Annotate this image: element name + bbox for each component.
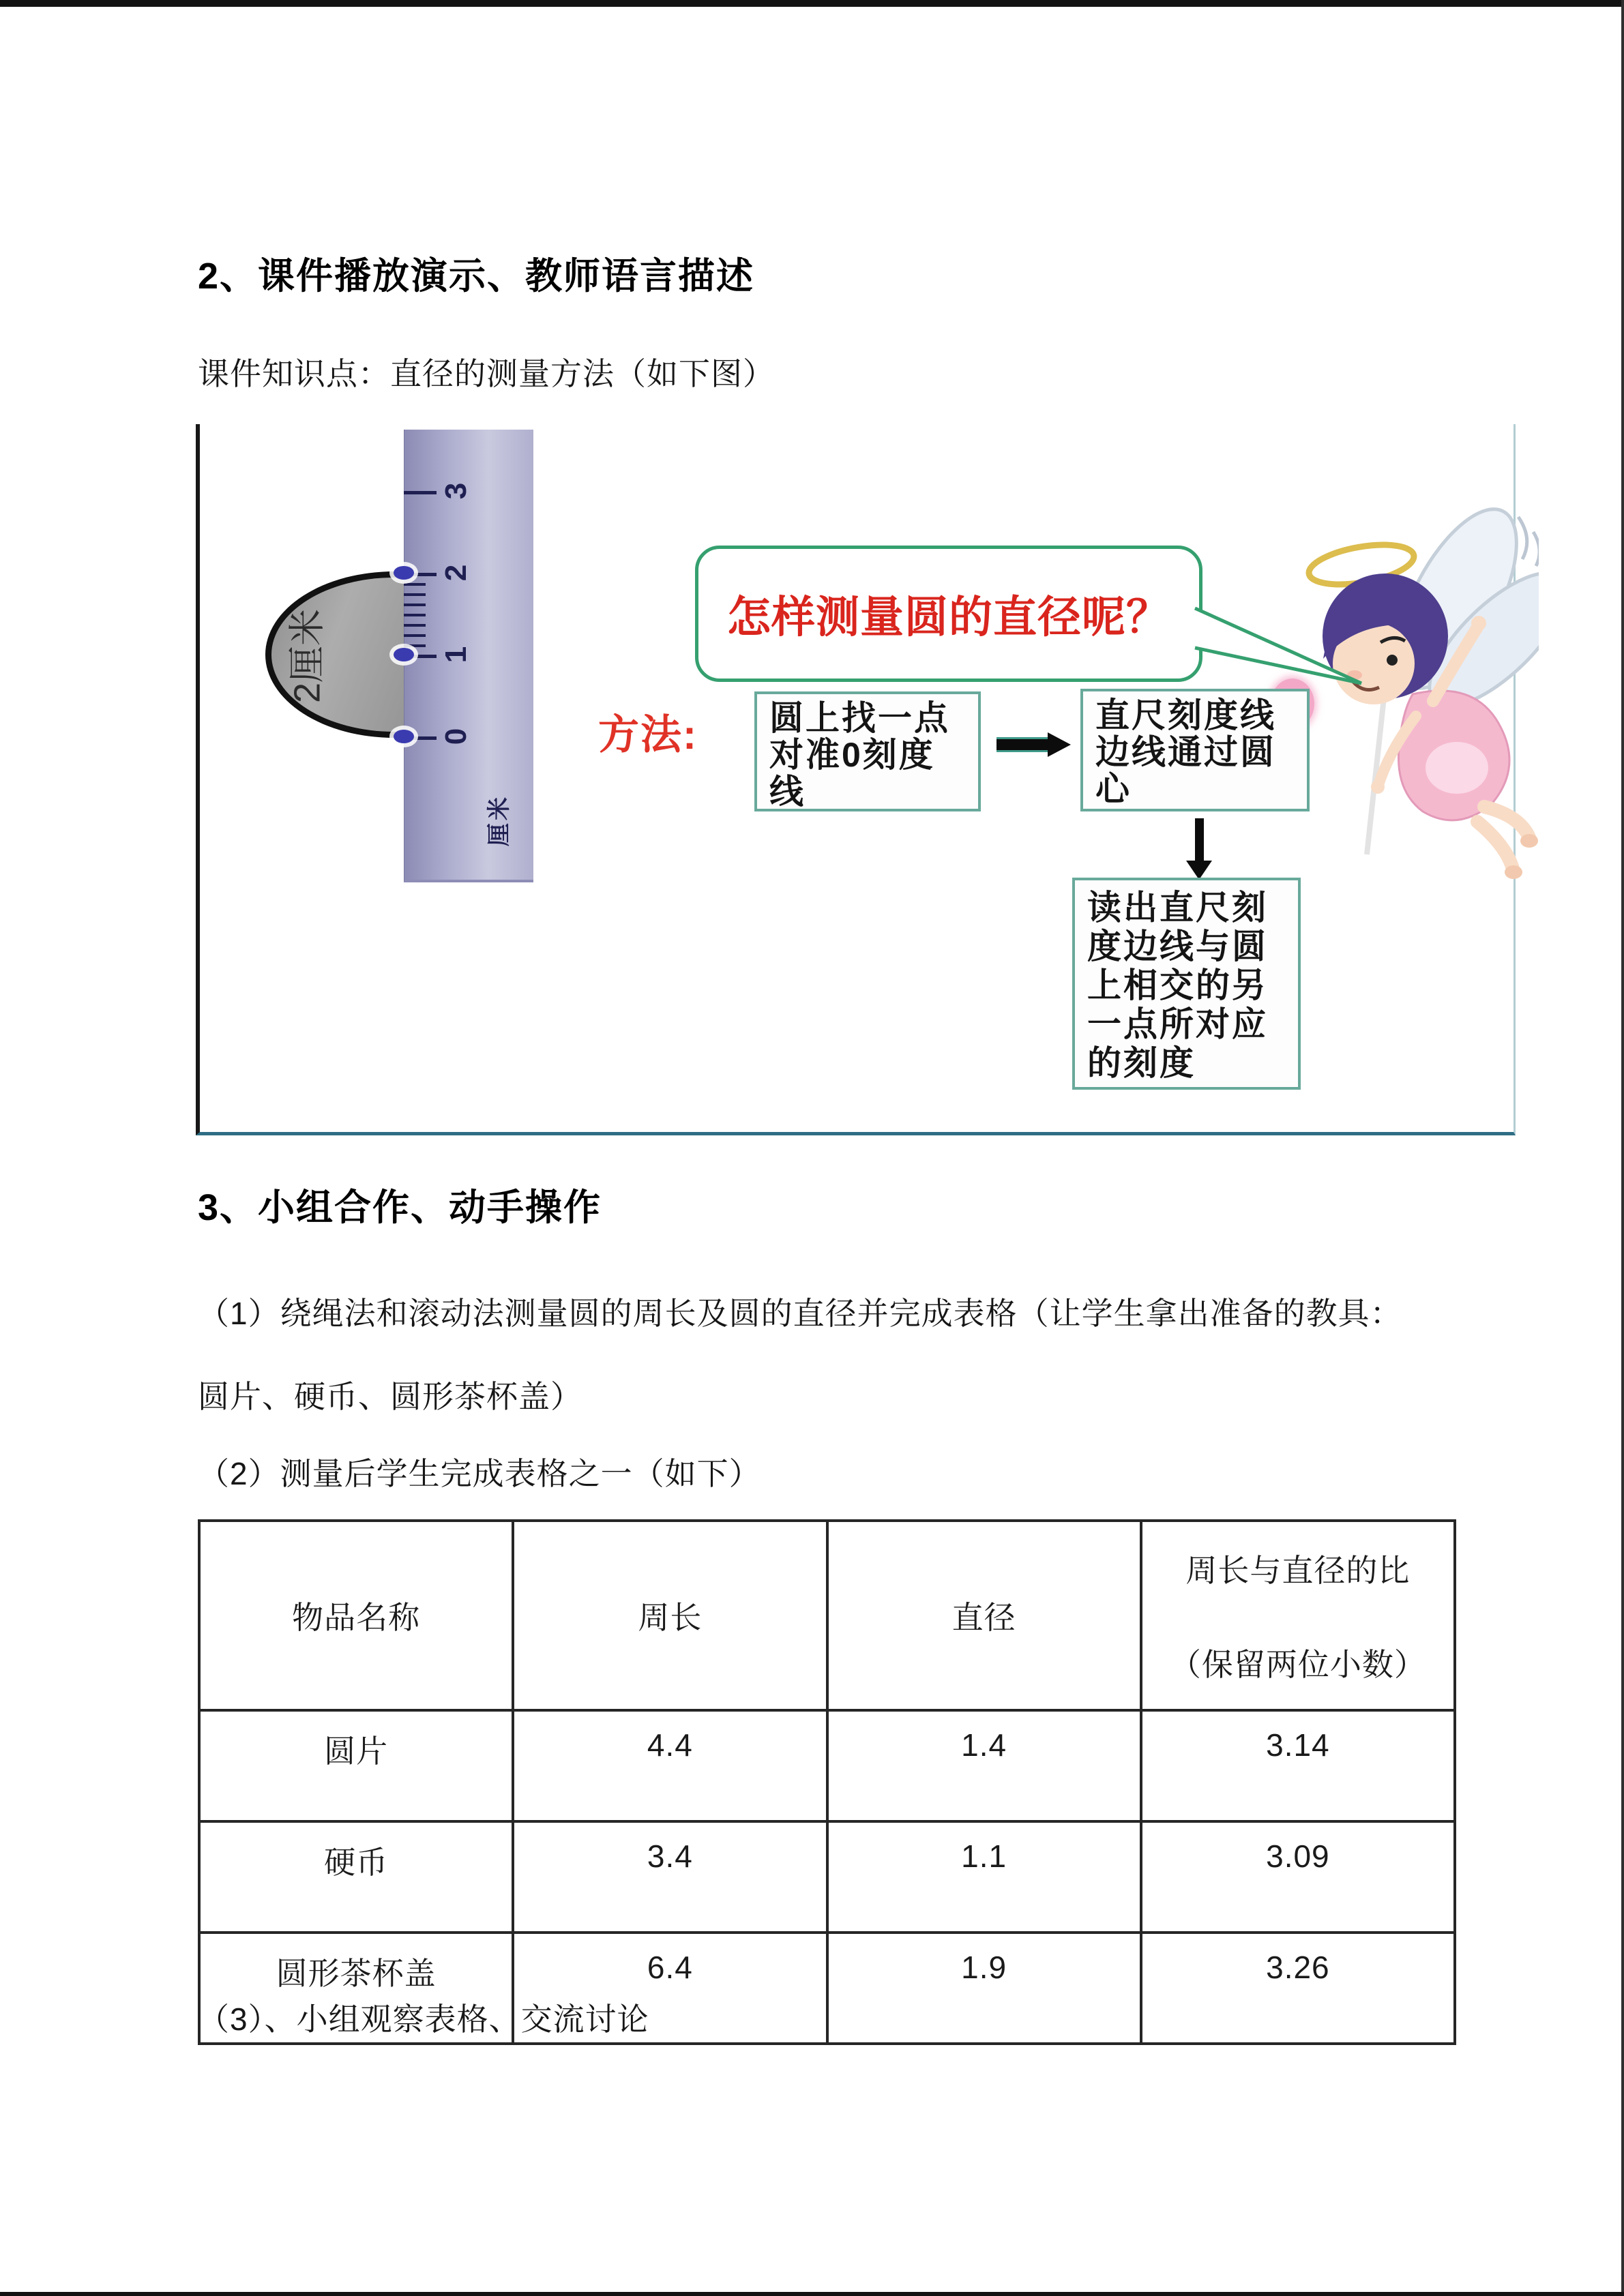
flow-arrow-down — [1186, 818, 1212, 880]
cell-diameter: 1.9 — [827, 1933, 1141, 2044]
cell-ratio: 3.09 — [1141, 1821, 1455, 1933]
section-2-heading: 2、课件播放演示、教师语言描述 — [198, 256, 755, 297]
table-row — [199, 1710, 1455, 1821]
flow-arrow-right — [996, 732, 1071, 757]
cell-ratio: 3.26 — [1141, 1933, 1455, 2044]
cell-circumference: 6.4 — [513, 1933, 827, 2044]
marker-dot-1cm — [394, 648, 414, 661]
cell-item: 圆形茶杯盖 — [199, 1933, 513, 2044]
ruler-minor-tick — [404, 614, 426, 616]
flow-box-3-line: 读出直尺刻 — [1087, 889, 1268, 927]
courseware-caption: 课件知识点：直径的测量方法（如下图） — [198, 356, 775, 391]
flow-box-2-line: 边线通过圆 — [1095, 733, 1276, 771]
cell-circumference: 4.4 — [513, 1710, 827, 1821]
header-ratio-line-2: （保留两位小数） — [1169, 1647, 1426, 1682]
speech-bubble — [695, 546, 1202, 682]
step-2-text: （2）测量后学生完成表格之一（如下） — [198, 1456, 761, 1491]
cell-diameter: 1.4 — [827, 1710, 1141, 1821]
header-ratio — [1141, 1521, 1455, 1710]
step-3-text: （3）、小组观察表格、交流讨论 — [198, 2001, 649, 2037]
step-1-text-line-1: （1）绕绳法和滚动法测量圆的周长及圆的直径并完成表格（让学生拿出准备的教具： — [198, 1296, 1402, 1331]
measurement-table — [198, 1519, 1456, 2045]
section-3-heading: 3、小组合作、动手操作 — [198, 1187, 602, 1228]
header-diameter: 直径 — [827, 1521, 1141, 1710]
flow-box-1-line: 圆上找一点 — [769, 699, 950, 737]
table-row — [199, 1821, 1455, 1933]
marker-dot-0cm — [394, 730, 414, 743]
flow-box-3-line: 度边线与圆 — [1087, 927, 1268, 966]
header-ratio-line-1: 周长与直径的比 — [1185, 1553, 1411, 1588]
ruler-minor-tick — [404, 624, 426, 627]
ruler-number-0: 0 — [439, 728, 473, 745]
page-right-border — [1621, 0, 1624, 2296]
ruler-tick-3 — [404, 491, 437, 494]
page-top-border — [0, 0, 1624, 7]
step-1-text-line-2: 圆片、硬币、圆形茶杯盖） — [198, 1379, 582, 1414]
speech-bubble-tail — [1192, 603, 1370, 698]
ruler-number-2: 2 — [439, 564, 473, 582]
ruler-number-3: 3 — [439, 482, 473, 500]
flow-box-3 — [1072, 878, 1301, 1090]
ruler-unit-label: 厘米 — [486, 794, 512, 846]
flow-box-1-line: 对准0刻度 — [769, 736, 935, 774]
speech-bubble-text: 怎样测量圆的直径呢？ — [727, 593, 1170, 642]
cell-diameter: 1.1 — [827, 1821, 1141, 1933]
flow-box-2-line: 心 — [1095, 770, 1132, 808]
ruler-minor-tick — [404, 593, 426, 596]
flow-box-1-line: 线 — [769, 773, 806, 811]
coin-diameter-label: 2厘米 — [286, 608, 328, 704]
ruler-number-1: 1 — [439, 646, 473, 664]
cell-ratio: 3.14 — [1141, 1710, 1455, 1821]
header-item-name: 物品名称 — [199, 1521, 513, 1710]
cell-item: 圆片 — [199, 1710, 513, 1821]
flow-box-1 — [754, 691, 981, 811]
page-bottom-border — [0, 2292, 1624, 2296]
marker-dot-2cm — [394, 566, 414, 580]
flow-box-3-line: 的刻度 — [1087, 1044, 1196, 1082]
cell-circumference: 3.4 — [513, 1821, 827, 1933]
flow-box-3-line: 一点所对应 — [1087, 1005, 1268, 1043]
ruler-minor-tick — [404, 583, 426, 586]
header-circumference: 周长 — [513, 1521, 827, 1710]
diameter-measurement-figure — [196, 424, 1516, 1135]
coin-half-circle — [265, 571, 404, 738]
ruler-minor-tick — [404, 644, 426, 647]
flow-box-3-line: 上相交的另 — [1087, 966, 1268, 1004]
ruler-minor-tick — [404, 634, 426, 637]
ruler-minor-tick — [404, 603, 426, 606]
flow-box-2-line: 直尺刻度线 — [1095, 696, 1276, 734]
table-header-row — [199, 1521, 1455, 1710]
cell-item: 硬币 — [199, 1821, 513, 1933]
method-label: 方法: — [598, 712, 698, 758]
flow-box-2 — [1080, 689, 1310, 811]
